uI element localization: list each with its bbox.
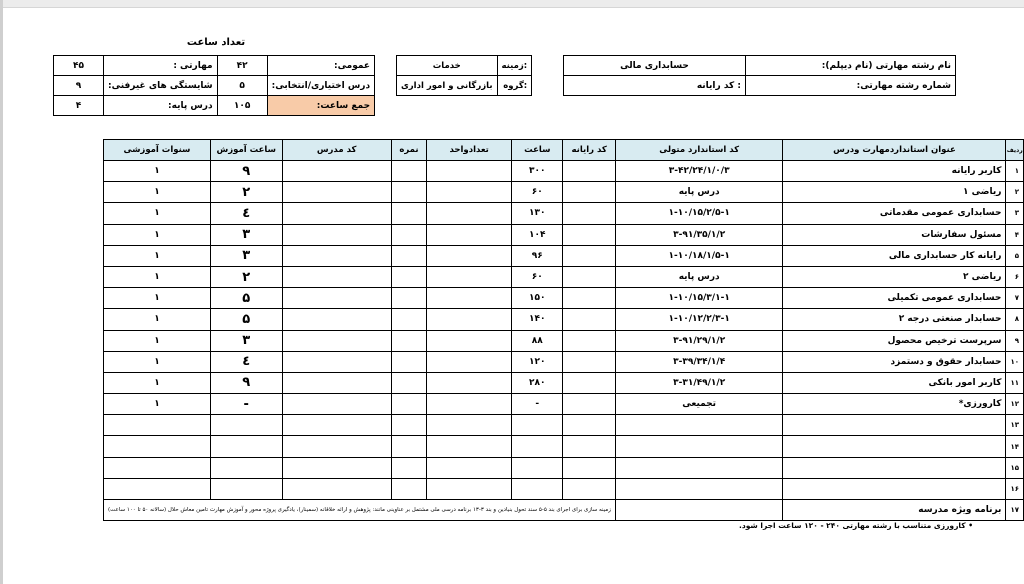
years-cell <box>104 457 211 478</box>
hours-cell: ۶۰ <box>512 266 563 287</box>
hours-count-title: تعداد ساعت <box>186 37 246 48</box>
header-units: تعدادواحد <box>427 140 512 161</box>
hours-cell: ۱۴۰ <box>512 309 563 330</box>
header-grade: نمره <box>391 140 427 161</box>
units-cell <box>427 436 512 457</box>
summary-row <box>54 96 375 116</box>
edu-hours-cell: ۵ <box>210 309 282 330</box>
group-row <box>397 76 532 96</box>
grade-cell <box>391 372 427 393</box>
edu-hours-cell: ۵ <box>210 288 282 309</box>
major-number-row <box>564 76 956 96</box>
units-cell <box>427 182 512 203</box>
total-hours-value: ۱۰۵ <box>217 96 267 116</box>
summary-value-2: ۴ <box>54 96 104 116</box>
years-cell: ۱ <box>104 372 211 393</box>
school-program-spacer <box>615 500 783 521</box>
internship-footnote: • کارورزی متناسب با رشته مهارتی ۲۴۰ - ۱۲۰ ساعت اجرا شود. <box>739 521 973 530</box>
years-cell: ۱ <box>104 224 211 245</box>
grade-cell <box>391 309 427 330</box>
years-cell: ۱ <box>104 245 211 266</box>
title-cell: حسابدار حقوق و دستمزد <box>783 351 1006 372</box>
edu-hours-cell: ٤ <box>210 351 282 372</box>
major-name-row <box>564 56 956 76</box>
edu-hours-cell <box>210 457 282 478</box>
header-hours: ساعت <box>512 140 563 161</box>
window-left-edge <box>0 0 3 584</box>
summary-row <box>54 76 375 96</box>
years-cell: ۱ <box>104 394 211 415</box>
hours-cell: ۶۰ <box>512 182 563 203</box>
years-cell <box>104 436 211 457</box>
standard-code-cell <box>615 415 783 436</box>
major-name-value: حسابداری مالی <box>564 56 746 76</box>
pc-code-cell <box>563 330 615 351</box>
table-row <box>104 372 1024 393</box>
summary-label-1: عمومی: <box>267 56 374 76</box>
units-cell <box>427 309 512 330</box>
title-cell <box>783 478 1006 499</box>
title-cell: حسابداری عمومی تکمیلی <box>783 288 1006 309</box>
units-cell <box>427 266 512 287</box>
table-row <box>104 161 1024 182</box>
field-row <box>397 56 532 76</box>
teacher-code-cell <box>282 245 391 266</box>
pc-code-cell <box>563 478 615 499</box>
row-index: ۱۲ <box>1006 394 1024 415</box>
major-name-label: نام رشته مهارتی (نام دیپلم): <box>746 56 956 76</box>
summary-row <box>54 56 375 76</box>
row-index: ۳ <box>1006 203 1024 224</box>
years-cell <box>104 415 211 436</box>
summary-value-2: ۹ <box>54 76 104 96</box>
units-cell <box>427 372 512 393</box>
units-cell <box>427 330 512 351</box>
hours-cell: ۳۰۰ <box>512 161 563 182</box>
title-cell: کارورزی* <box>783 394 1006 415</box>
grade-cell <box>391 457 427 478</box>
pc-code-cell <box>563 457 615 478</box>
table-row <box>104 457 1024 478</box>
row-index: ۱۱ <box>1006 372 1024 393</box>
years-cell: ۱ <box>104 309 211 330</box>
teacher-code-cell <box>282 457 391 478</box>
standard-code-cell <box>615 478 783 499</box>
zone-label: زمینه: <box>497 56 532 76</box>
grade-cell <box>391 182 427 203</box>
pc-code-cell <box>563 266 615 287</box>
table-row <box>104 309 1024 330</box>
hours-cell <box>512 457 563 478</box>
standard-code-cell: درس پایه <box>615 182 783 203</box>
standard-code-cell: ۳-۳۹/۳۴/۱/۴ <box>615 351 783 372</box>
standard-code-cell: ۳-۹۱/۳۵/۱/۲ <box>615 224 783 245</box>
hours-cell: ۸۸ <box>512 330 563 351</box>
table-row <box>104 266 1024 287</box>
years-cell: ۱ <box>104 330 211 351</box>
window-top-edge <box>0 0 1024 8</box>
grade-cell <box>391 436 427 457</box>
header-teacher-code: کد مدرس <box>282 140 391 161</box>
hours-cell: ۱۳۰ <box>512 203 563 224</box>
table-row <box>104 436 1024 457</box>
grade-cell <box>391 266 427 287</box>
row-index: ۱۷ <box>1006 500 1024 521</box>
summary-label-2: شایستگی های غیرفنی: <box>104 76 218 96</box>
units-cell <box>427 203 512 224</box>
edu-hours-cell <box>210 478 282 499</box>
major-info-table <box>563 55 956 96</box>
teacher-code-cell <box>282 203 391 224</box>
pc-code-cell <box>563 245 615 266</box>
computer-code-label: کد رایانه : <box>564 76 746 96</box>
edu-hours-cell <box>210 436 282 457</box>
units-cell <box>427 245 512 266</box>
hours-cell: ۱۰۴ <box>512 224 563 245</box>
years-cell: ۱ <box>104 266 211 287</box>
summary-label-1: درس اختیاری/انتخابی: <box>267 76 374 96</box>
row-index: ۱۴ <box>1006 436 1024 457</box>
standard-code-cell: درس پایه <box>615 266 783 287</box>
summary-value-1: ۵ <box>217 76 267 96</box>
grade-cell <box>391 415 427 436</box>
edu-hours-cell: ۹ <box>210 372 282 393</box>
teacher-code-cell <box>282 161 391 182</box>
field-group-table <box>396 55 532 96</box>
edu-hours-cell: ۲ <box>210 182 282 203</box>
grade-cell <box>391 478 427 499</box>
summary-label-2: درس پایه: <box>104 96 218 116</box>
standard-code-cell: ۳-۳۱/۴۹/۱/۲ <box>615 372 783 393</box>
pc-code-cell <box>563 161 615 182</box>
header-pc-code: کد رایانه <box>563 140 615 161</box>
standard-code-cell: ۱-۱۰/۱۲/۲/۳-۱ <box>615 309 783 330</box>
title-cell: حسابداری عمومی مقدماتی <box>783 203 1006 224</box>
pc-code-cell <box>563 351 615 372</box>
title-cell: مسئول سفارشات <box>783 224 1006 245</box>
title-cell: ریاضی ۲ <box>783 266 1006 287</box>
title-cell: رایانه کار حسابداری مالی <box>783 245 1006 266</box>
header-title: عنوان استانداردمهارت ودرس <box>783 140 1006 161</box>
hours-cell <box>512 436 563 457</box>
row-index: ۷ <box>1006 288 1024 309</box>
units-cell <box>427 457 512 478</box>
teacher-code-cell <box>282 415 391 436</box>
teacher-code-cell <box>282 309 391 330</box>
teacher-code-cell <box>282 224 391 245</box>
pc-code-cell <box>563 415 615 436</box>
edu-hours-cell: ۹ <box>210 161 282 182</box>
row-index: ۶ <box>1006 266 1024 287</box>
units-cell <box>427 224 512 245</box>
hours-cell: ۱۵۰ <box>512 288 563 309</box>
grade-cell <box>391 224 427 245</box>
row-index: ۱۳ <box>1006 415 1024 436</box>
header-edu-hours: ساعت آموزش <box>210 140 282 161</box>
row-index: ۸ <box>1006 309 1024 330</box>
header-years: سنوات آموزشی <box>104 140 211 161</box>
units-cell <box>427 478 512 499</box>
teacher-code-cell <box>282 288 391 309</box>
edu-hours-cell: ۳ <box>210 330 282 351</box>
group-value: بازرگانی و امور اداری <box>397 76 498 96</box>
header-standard-code: کد استاندارد متولی <box>615 140 783 161</box>
hours-cell: ۹۶ <box>512 245 563 266</box>
standard-code-cell: تجمیعی <box>615 394 783 415</box>
edu-hours-cell: ۳ <box>210 245 282 266</box>
hours-summary-table <box>53 55 375 116</box>
units-cell <box>427 415 512 436</box>
table-row <box>104 330 1024 351</box>
hours-cell: ۱۲۰ <box>512 351 563 372</box>
standard-code-cell: ۱-۱۰/۱۸/۱/۵-۱ <box>615 245 783 266</box>
standard-code-cell: ۱-۱۰/۱۵/۲/۵-۱ <box>615 203 783 224</box>
summary-value-1: ۴۲ <box>217 56 267 76</box>
total-hours-label: جمع ساعت: <box>267 96 374 116</box>
row-index: ۹ <box>1006 330 1024 351</box>
pc-code-cell <box>563 372 615 393</box>
edu-hours-cell: - <box>210 394 282 415</box>
pc-code-cell <box>563 394 615 415</box>
table-row <box>104 478 1024 499</box>
table-row <box>104 203 1024 224</box>
major-number-label: شماره رشته مهارتی: <box>746 76 956 96</box>
row-index: ۱۶ <box>1006 478 1024 499</box>
grade-cell <box>391 288 427 309</box>
table-row <box>104 224 1024 245</box>
grade-cell <box>391 161 427 182</box>
grade-cell <box>391 351 427 372</box>
years-cell: ۱ <box>104 203 211 224</box>
group-label: گروه: <box>497 76 532 96</box>
curriculum-table <box>103 139 1024 521</box>
years-cell: ۱ <box>104 161 211 182</box>
summary-label-2: مهارتی : <box>104 56 218 76</box>
grade-cell <box>391 394 427 415</box>
units-cell <box>427 288 512 309</box>
teacher-code-cell <box>282 436 391 457</box>
edu-hours-cell: ۳ <box>210 224 282 245</box>
teacher-code-cell <box>282 351 391 372</box>
pc-code-cell <box>563 436 615 457</box>
edu-hours-cell: ٤ <box>210 203 282 224</box>
standard-code-cell <box>615 457 783 478</box>
units-cell <box>427 351 512 372</box>
pc-code-cell <box>563 203 615 224</box>
standard-code-cell: ۱-۱۰/۱۵/۳/۱-۱ <box>615 288 783 309</box>
table-row <box>104 415 1024 436</box>
title-cell: کاربر امور بانکی <box>783 372 1006 393</box>
years-cell <box>104 478 211 499</box>
grade-cell <box>391 245 427 266</box>
standard-code-cell: ۳-۴۲/۲۴/۱/۰/۳ <box>615 161 783 182</box>
summary-value-2: ۴۵ <box>54 56 104 76</box>
pc-code-cell <box>563 224 615 245</box>
hours-cell <box>512 415 563 436</box>
edu-hours-cell: ۲ <box>210 266 282 287</box>
school-program-row <box>104 500 1024 521</box>
table-row <box>104 245 1024 266</box>
years-cell: ۱ <box>104 182 211 203</box>
teacher-code-cell <box>282 394 391 415</box>
grade-cell <box>391 203 427 224</box>
title-cell <box>783 415 1006 436</box>
table-row <box>104 288 1024 309</box>
teacher-code-cell <box>282 330 391 351</box>
hours-cell: ۲۸۰ <box>512 372 563 393</box>
years-cell: ۱ <box>104 351 211 372</box>
teacher-code-cell <box>282 478 391 499</box>
title-cell: ریاضی ۱ <box>783 182 1006 203</box>
edu-hours-cell <box>210 415 282 436</box>
pc-code-cell <box>563 288 615 309</box>
zone-value: خدمات <box>397 56 498 76</box>
pc-code-cell <box>563 309 615 330</box>
table-row <box>104 394 1024 415</box>
table-row <box>104 351 1024 372</box>
standard-code-cell <box>615 436 783 457</box>
school-program-title: برنامه ویژه مدرسه <box>783 500 1006 521</box>
title-cell <box>783 436 1006 457</box>
row-index: ۲ <box>1006 182 1024 203</box>
grade-cell <box>391 330 427 351</box>
standard-code-cell: ۳-۹۱/۲۹/۱/۲ <box>615 330 783 351</box>
header-index: ردیف <box>1006 140 1024 161</box>
row-index: ۱۰ <box>1006 351 1024 372</box>
row-index: ۱ <box>1006 161 1024 182</box>
header-row <box>104 140 1024 161</box>
row-index: ۴ <box>1006 224 1024 245</box>
hours-cell: - <box>512 394 563 415</box>
school-program-note: زمینه سازی برای اجرای بند ۵-۵ سند تحول بنیادین و بند ۳-۱۳ برنامه درسی ملی مشتمل بر عناوینی مانند: پژوهش و ارائه خلاقانه (سمینار)، یادگیری پروژه محور و آموزش مهارت تامین معاش حلال (سالانه ۵۰ تا ۱۰۰ ساعت) <box>104 500 616 521</box>
title-cell: سرپرست ترخیص محصول <box>783 330 1006 351</box>
title-cell <box>783 457 1006 478</box>
pc-code-cell <box>563 182 615 203</box>
row-index: ۵ <box>1006 245 1024 266</box>
hours-cell <box>512 478 563 499</box>
teacher-code-cell <box>282 266 391 287</box>
units-cell <box>427 161 512 182</box>
teacher-code-cell <box>282 372 391 393</box>
table-row <box>104 182 1024 203</box>
row-index: ۱۵ <box>1006 457 1024 478</box>
units-cell <box>427 394 512 415</box>
title-cell: کاربر رایانه <box>783 161 1006 182</box>
teacher-code-cell <box>282 182 391 203</box>
title-cell: حسابدار صنعتی درجه ۲ <box>783 309 1006 330</box>
years-cell: ۱ <box>104 288 211 309</box>
